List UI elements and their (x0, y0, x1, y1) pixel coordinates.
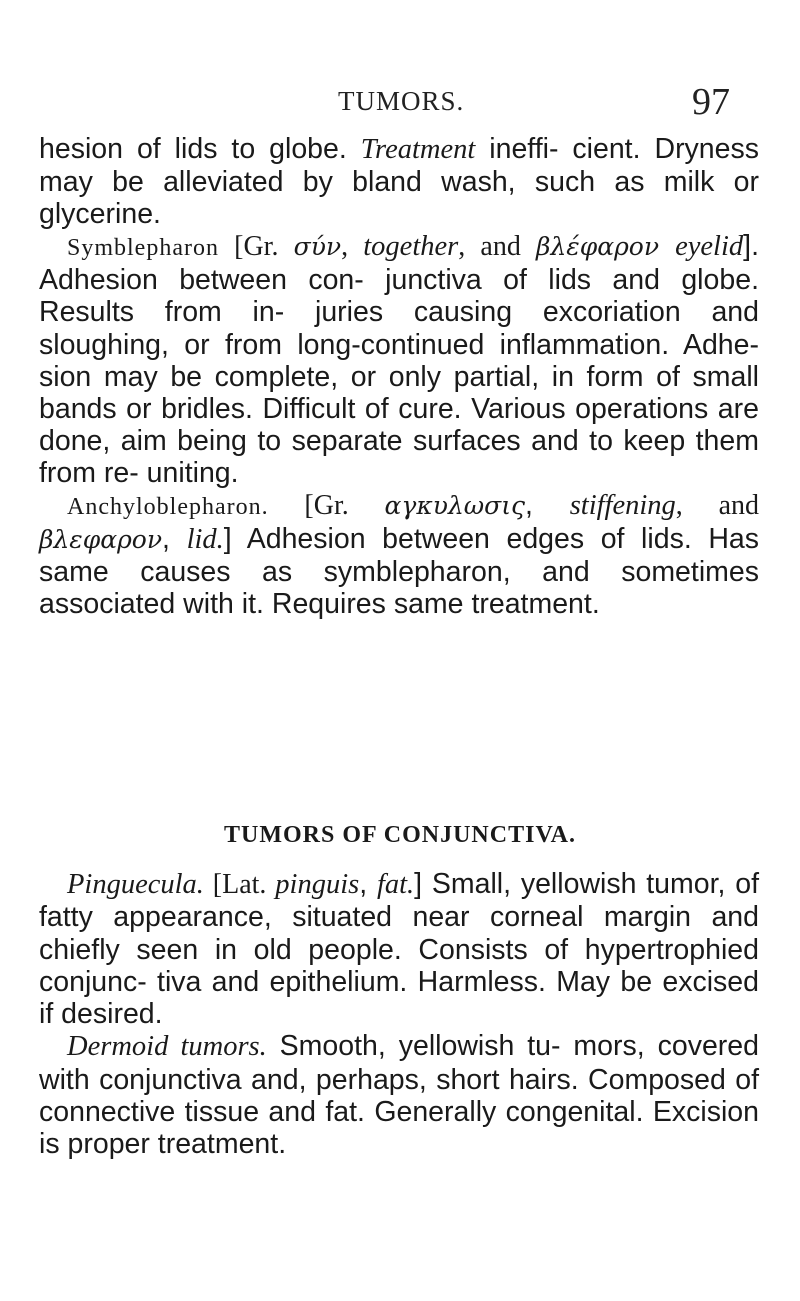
paragraph-anchyloblepharon: Anchyloblepharon. [Gr. αγκυλωσις, stiffening, and βλεφαρον, lid.] Adhesion between edges of lids. Has same causes as symblepharon, and sometimes associated with it. Requires same treatment. (39, 489, 760, 621)
gloss-text: lid. (186, 524, 224, 556)
gloss-text: pinguis (275, 869, 360, 900)
running-title: TUMORS. (338, 86, 465, 116)
section-heading: TUMORS OF CONJUNCTIVA. (223, 822, 577, 848)
body-text (39, 133, 759, 620)
gloss-text: stiffening (569, 490, 676, 522)
body-text-conjunctiva (39, 868, 759, 1161)
paragraph-continuation: hesion of lids to globe. Treatment ineffi- cient. Dryness may be alleviated by bland wash, such as milk or glycerine. (39, 133, 760, 231)
page-number: 97 (692, 81, 730, 123)
term-heading: Symblepharon (67, 235, 219, 262)
paragraph-dermoid-tumors: Dermoid tumors. Smooth, yellowish tu- mors, covered with conjunctiva and, perhaps, short hairs. Composed of connective tissue and fat. Generally congenital. Excision is proper treatment. (39, 1030, 759, 1161)
running-head (0, 80, 800, 123)
paragraph-pinguecula: Pinguecula. [Lat. pinguis, fat.] Small, yellowish tumor, of fatty appearance, situated near corneal margin and chiefly seen in old people. Consists of hypertrophied conjunc- tiva and epithelium. Harmless. May be excised if desired. (39, 868, 759, 1031)
paragraph-symblepharon: Symblepharon [Gr. σύν, together, and βλέφαρον eyelid]. Adhesion between con- junctiva of lids and globe. Results from in- juries causing excoriation and sloughing, or from long-continued inflammation. Adhe- sion may be complete, or only partial, in form of small bands or bridles. Difficult of cure. Various operations are done, aim being to separate surfaces and to keep them from re- uniting. (39, 230, 759, 489)
term-heading: Anchyloblepharon. (67, 494, 269, 521)
greek-word: βλέφαρον (535, 232, 660, 262)
gloss-text: eyelid (675, 231, 744, 263)
emphasis-text: Treatment (360, 134, 476, 165)
term-heading: Pinguecula. (67, 869, 204, 900)
greek-word: αγκυλωσις (384, 491, 526, 521)
gloss-text: together (363, 231, 459, 263)
greek-word: βλεφαρον (39, 525, 163, 555)
gloss-text: fat. (376, 869, 415, 900)
greek-word: σύν (293, 232, 342, 262)
term-heading: Dermoid tumors. (67, 1031, 267, 1063)
